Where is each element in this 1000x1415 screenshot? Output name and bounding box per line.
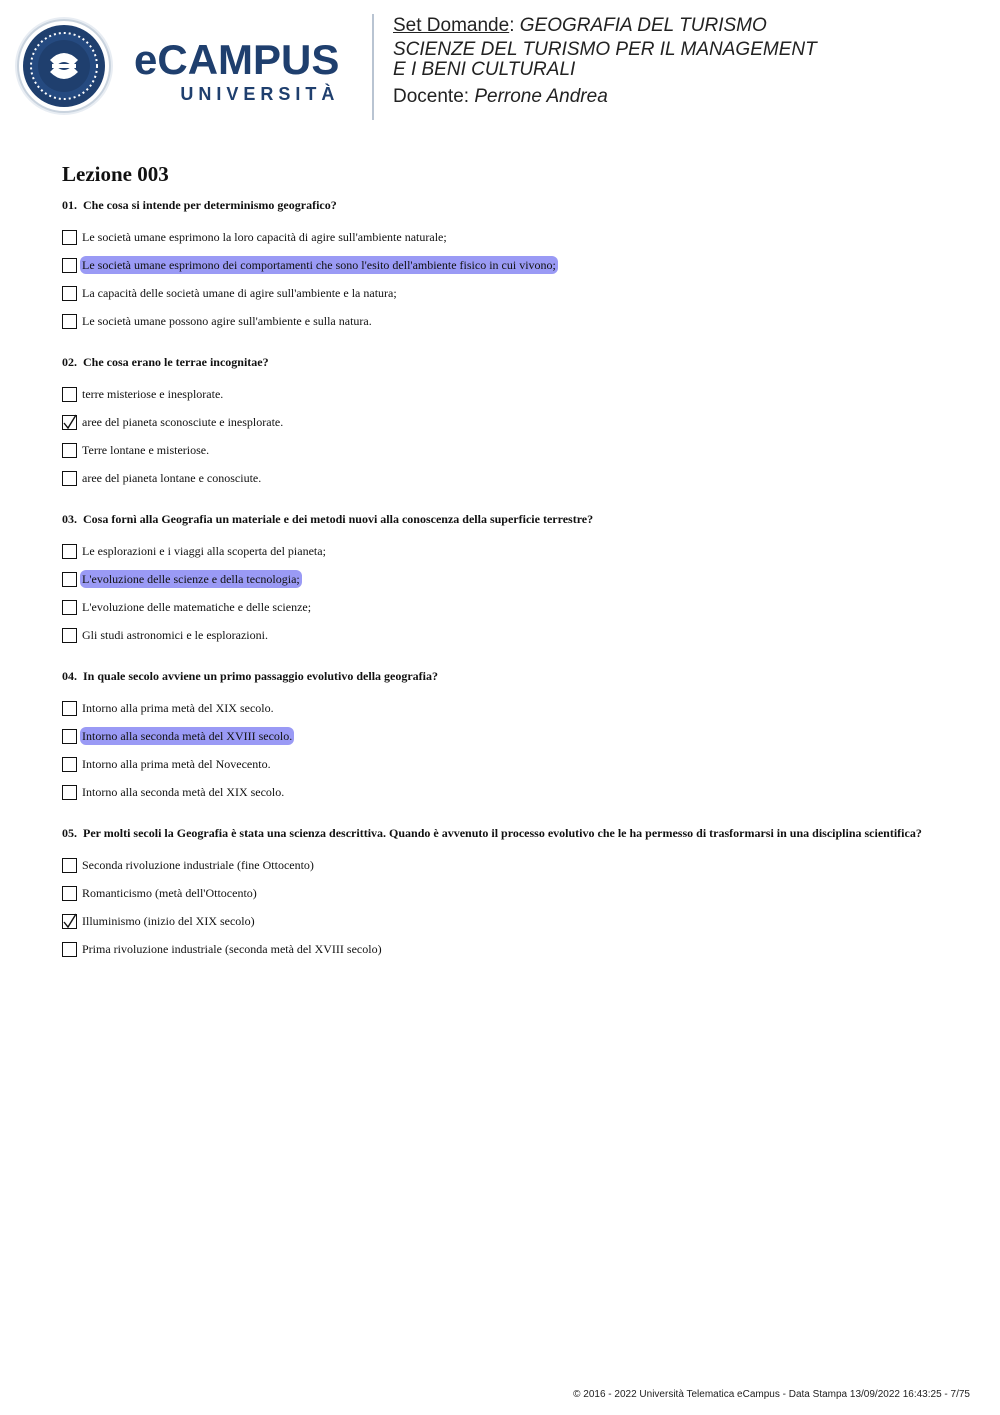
answer-option[interactable] bbox=[62, 408, 942, 436]
answer-text: Intorno alla prima metà del Novecento. bbox=[82, 757, 271, 771]
answer-checkbox[interactable] bbox=[62, 230, 77, 245]
checkmark-icon bbox=[62, 413, 78, 431]
answer-checkbox[interactable] bbox=[62, 785, 77, 800]
answer-option[interactable] bbox=[62, 593, 942, 621]
answer-text-highlighted: L'evoluzione delle scienze e della tecnologia; bbox=[82, 572, 300, 586]
answer-text: terre misteriose e inesplorate. bbox=[82, 387, 224, 401]
question-text bbox=[62, 826, 942, 840]
answer-checkbox[interactable] bbox=[62, 858, 77, 873]
question-number: 01. bbox=[62, 198, 77, 212]
question-label: Che cosa erano le terrae incognitae? bbox=[83, 355, 269, 369]
answer-text: La capacità delle società umane di agire sull'ambiente e la natura; bbox=[82, 286, 397, 300]
question-number: 02. bbox=[62, 355, 77, 369]
answer-checkbox[interactable] bbox=[62, 443, 77, 458]
course-title: GEOGRAFIA DEL TURISMO bbox=[519, 15, 767, 36]
page-header bbox=[0, 0, 1000, 130]
header-divider bbox=[372, 14, 374, 120]
question bbox=[62, 826, 942, 963]
answer-checkbox[interactable] bbox=[62, 387, 77, 402]
header-info bbox=[393, 14, 817, 109]
answer-option[interactable] bbox=[62, 750, 942, 778]
question-text bbox=[62, 355, 942, 369]
answer-option[interactable] bbox=[62, 537, 942, 565]
question-number: 05. bbox=[62, 826, 77, 840]
answer-checkbox[interactable] bbox=[62, 757, 77, 772]
answer-checkbox[interactable] bbox=[62, 942, 77, 957]
answer-option[interactable] bbox=[62, 464, 942, 492]
answer-text: aree del pianeta sconosciute e inesplorate. bbox=[82, 415, 284, 429]
answer-text: Prima rivoluzione industriale (seconda metà del XVIII secolo) bbox=[82, 942, 382, 956]
answer-option[interactable] bbox=[62, 565, 942, 593]
logo-main-text: eCAMPUS bbox=[134, 36, 340, 83]
answer-text: Terre lontane e misteriose. bbox=[82, 443, 210, 457]
answer-text: aree del pianeta lontane e conosciute. bbox=[82, 471, 262, 485]
answer-checkbox[interactable] bbox=[62, 286, 77, 301]
answer-text-highlighted: Le società umane esprimono dei comportamenti che sono l'esito dell'ambiente fisico in cui vivono; bbox=[82, 258, 556, 272]
answer-option[interactable] bbox=[62, 380, 942, 408]
answer-option[interactable] bbox=[62, 935, 942, 963]
answer-option[interactable] bbox=[62, 307, 942, 335]
answer-checkbox[interactable] bbox=[62, 258, 77, 273]
answer-text: L'evoluzione delle matematiche e delle scienze; bbox=[82, 600, 312, 614]
answer-option[interactable] bbox=[62, 223, 942, 251]
answer-option[interactable] bbox=[62, 694, 942, 722]
course-subtitle-2: E I BENI CULTURALI bbox=[393, 59, 576, 80]
answer-text-highlighted: Intorno alla seconda metà del XVIII secolo. bbox=[82, 729, 293, 743]
question bbox=[62, 512, 942, 649]
answer-option[interactable] bbox=[62, 851, 942, 879]
question bbox=[62, 355, 942, 492]
answer-option[interactable] bbox=[62, 621, 942, 649]
page-footer: © 2016 - 2022 Università Telematica eCampus - Data Stampa 13/09/2022 16:43:25 - 7/75 bbox=[573, 1389, 970, 1400]
answer-option[interactable] bbox=[62, 879, 942, 907]
answer-text: Intorno alla seconda metà del XIX secolo. bbox=[82, 785, 285, 799]
set-line: Set Domande: GEOGRAFIA DEL TURISMO bbox=[393, 15, 767, 36]
answer-text: Le esplorazioni e i viaggi alla scoperta del pianeta; bbox=[82, 544, 326, 558]
answer-checkbox[interactable] bbox=[62, 886, 77, 901]
answer-checkbox[interactable] bbox=[62, 729, 77, 744]
lesson-title: Lezione 003 bbox=[62, 162, 169, 186]
answer-checkbox[interactable] bbox=[62, 600, 77, 615]
question-text bbox=[62, 512, 942, 526]
answer-text: Le società umane esprimono la loro capacità di agire sull'ambiente naturale; bbox=[82, 230, 447, 244]
questions-list bbox=[62, 198, 942, 963]
answer-option[interactable] bbox=[62, 722, 942, 750]
question-text bbox=[62, 198, 942, 212]
ecampus-seal-icon bbox=[14, 16, 114, 116]
answer-checkbox[interactable] bbox=[62, 701, 77, 716]
answer-checkbox[interactable] bbox=[62, 544, 77, 559]
answer-checkbox[interactable] bbox=[62, 628, 77, 643]
answer-option[interactable] bbox=[62, 436, 942, 464]
answer-text: Intorno alla prima metà del XIX secolo. bbox=[82, 701, 274, 715]
answer-option[interactable] bbox=[62, 907, 942, 935]
question bbox=[62, 198, 942, 335]
answer-checkbox[interactable] bbox=[62, 572, 77, 587]
answer-text: Romanticismo (metà dell'Ottocento) bbox=[82, 886, 257, 900]
question-label: Cosa fornì alla Geografia un materiale e dei metodi nuovi alla conoscenza della superficie terrestre? bbox=[83, 512, 594, 526]
set-label: Set Domande bbox=[393, 15, 510, 36]
answer-checkbox[interactable] bbox=[62, 415, 77, 430]
question-set bbox=[62, 160, 942, 983]
question-label: Per molti secoli la Geografia è stata una scienza descrittiva. Quando è avvenuto il processo evolutivo che le ha permesso di trasformarsi in una disciplina scientifica? bbox=[83, 826, 922, 840]
answer-option[interactable] bbox=[62, 279, 942, 307]
question-number: 03. bbox=[62, 512, 77, 526]
question bbox=[62, 669, 942, 806]
answer-checkbox[interactable] bbox=[62, 914, 77, 929]
answer-checkbox[interactable] bbox=[62, 314, 77, 329]
answer-text: Illuminismo (inizio del XIX secolo) bbox=[82, 914, 255, 928]
answer-text: Le società umane possono agire sull'ambiente e sulla natura. bbox=[82, 314, 372, 328]
teacher-label: Docente: bbox=[393, 86, 470, 107]
logo-sub-text: UNIVERSITÀ bbox=[180, 84, 340, 104]
question-label: Che cosa si intende per determinismo geografico? bbox=[83, 198, 337, 212]
answer-text: Seconda rivoluzione industriale (fine Ottocento) bbox=[82, 858, 314, 872]
checkmark-icon bbox=[62, 912, 78, 930]
question-label: In quale secolo avviene un primo passaggio evolutivo della geografia? bbox=[83, 669, 439, 683]
teacher-name: Perrone Andrea bbox=[474, 86, 608, 107]
teacher-line bbox=[393, 85, 817, 109]
question-text bbox=[62, 669, 942, 683]
answer-text: Gli studi astronomici e le esplorazioni. bbox=[82, 628, 268, 642]
answer-checkbox[interactable] bbox=[62, 471, 77, 486]
answer-option[interactable] bbox=[62, 251, 942, 279]
question-number: 04. bbox=[62, 669, 77, 683]
course-subtitle-1: SCIENZE DEL TURISMO PER IL MANAGEMENT bbox=[393, 39, 817, 60]
answer-option[interactable] bbox=[62, 778, 942, 806]
ecampus-logo bbox=[134, 38, 339, 105]
